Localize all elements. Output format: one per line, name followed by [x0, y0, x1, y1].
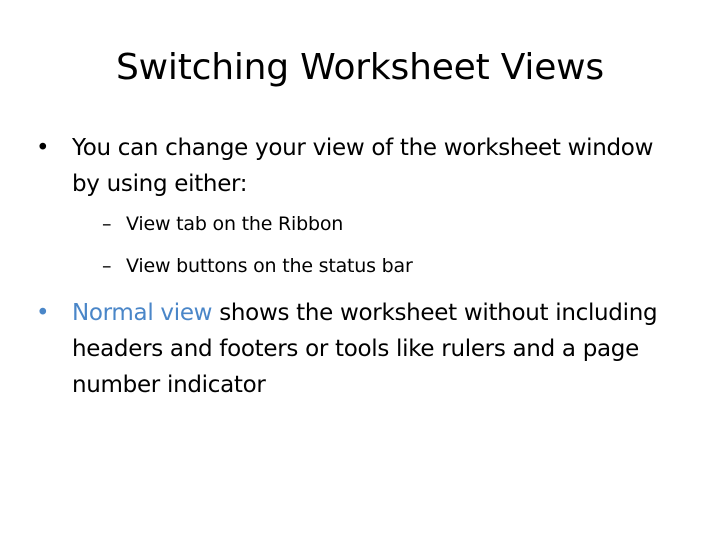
sub-bullet-marker: –	[102, 213, 112, 235]
highlighted-term: Normal view	[72, 300, 213, 326]
sub-bullet-text: View tab on the Ribbon	[126, 213, 344, 235]
sub-bullet-item	[72, 253, 686, 280]
sub-bullet-list	[72, 211, 686, 280]
slide-title: Switching Worksheet Views	[116, 47, 604, 88]
bullet-text: You can change your view of the worksheet window by using either:	[72, 135, 654, 197]
bullet-marker: •	[36, 300, 50, 326]
sub-bullet-marker: –	[102, 255, 112, 277]
bullet-item	[36, 130, 686, 280]
bullet-text	[72, 295, 686, 403]
bullet-list	[36, 130, 686, 403]
bullet-text-rest: shows the worksheet without including headers and footers or tools like rulers and a page number indicator	[72, 300, 658, 398]
bullet-marker: •	[36, 135, 50, 161]
sub-bullet-text: View buttons on the status bar	[126, 255, 413, 277]
bullet-item	[36, 295, 686, 403]
sub-bullet-item	[72, 211, 686, 238]
